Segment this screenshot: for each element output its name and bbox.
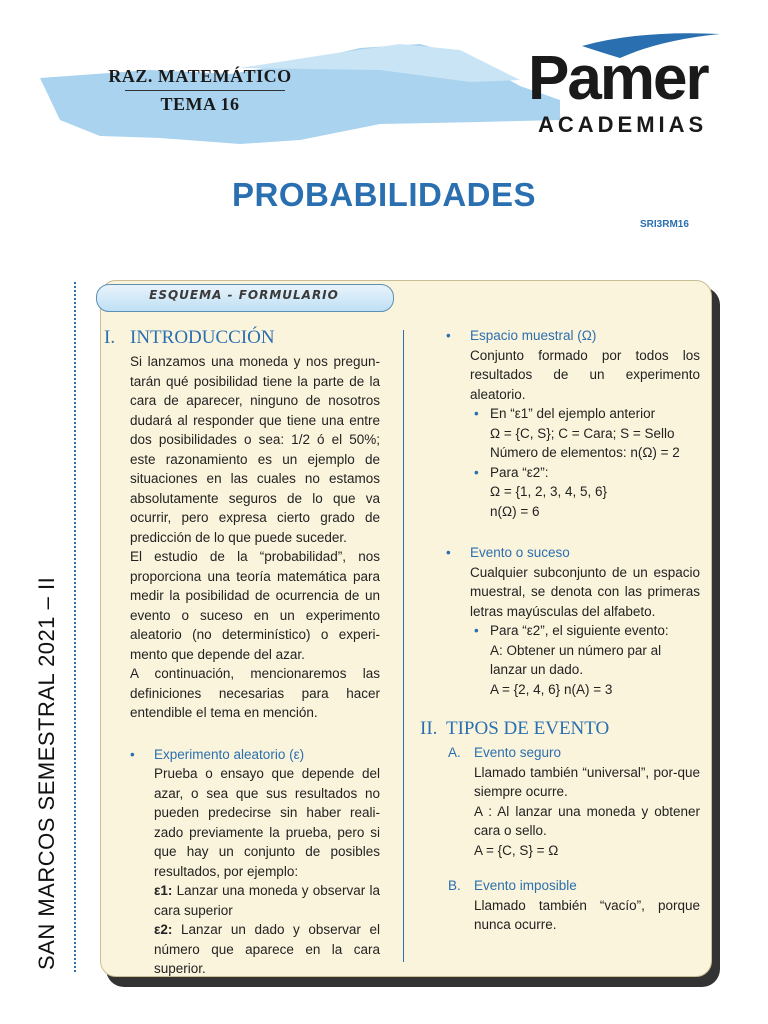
event-example: • Para “ε2”, el siguiente evento: [474,621,700,641]
sample-space-count-2: n(Ω) = 6 [490,503,540,519]
sample-space-example-1: • En “ε1” del ejemplo anterior [474,404,700,424]
section-heading-types [420,717,700,741]
experiment-definition: Prueba o ensayo que depende del azar, o sea que sus resultados no pueden predecirse sin haber reali-zado previamente la prueba, pero si que hay un conjunto de posibles resultados, por ejemplo: [154,766,380,879]
sample-space-count-1: Número de elementos: n(Ω) = 2 [490,445,680,460]
section-title: TIPOS DE EVENTO [446,718,610,739]
sure-event-definition: Llamado también “universal”, por-que siempre ocurre. [474,764,700,799]
item-letter: B. [448,878,461,893]
example-text: Lanzar un dado y observar el número que aparece en la cara superior. [154,922,380,976]
section-number: I. [104,327,116,348]
section-title: INTRODUCCIÓN [130,327,275,348]
item-letter: A. [448,745,461,760]
page-title: PROBABILIDADES [231,176,537,213]
header-rule [125,90,285,91]
item-title: Evento imposible [474,878,577,893]
example-symbol: ε1: [154,883,173,898]
sample-space-set-1: Ω = {C, S}; C = Cara; S = Sello [490,425,675,441]
logo-wordmark: Pamer [528,44,708,113]
event-example-set: A = {2, 4, 6} n(A) = 3 [490,681,613,697]
topic-label: TEMA 16 [160,94,240,114]
column-divider [403,330,404,962]
impossible-event-heading [420,876,700,896]
experiment-example-2 [154,920,380,979]
item-title: Evento seguro [474,745,562,760]
sure-event-set: A = {C, S} = Ω [474,842,559,858]
example-text: Lanzar una moneda y observar la cara superior [154,883,380,918]
sample-space-definition: Conjunto formado por todos los resultados de un experimento aleatorio. [470,347,700,402]
document-code: SRI3RM16 [640,219,689,230]
sample-space-heading: • Espacio muestral (Ω) [420,326,700,346]
event-heading: • Evento o suceso [420,543,700,563]
sure-event-heading [420,743,700,763]
right-column [420,326,700,935]
example-symbol: ε2: [154,922,173,937]
sample-space-example-2: • Para “ε2”: [474,463,700,483]
side-dotted-line [74,282,76,972]
sure-event-example: A : Al lanzar una moneda y obtener cara o sello. [474,803,700,838]
intro-paragraph-1: Si lanzamos una moneda y nos pregun-tarán qué posibilidad tiene la parte de la cara de aparecer, ninguno de nosotros dudará al responder que tiene una entre dos posibilidades o sea: 1/2 ó el 50%; este razonamiento es un ejemplo de situaciones en las cuales no estamos absolutamente seguros de lo que va ocurrir, pero expresa cierto grado de predicción de lo que puede suceder. [130,354,380,545]
section-heading-intro [104,326,380,350]
section-tab-label: ESQUEMA - FORMULARIO [149,288,339,302]
side-course-label: SAN MARCOS SEMESTRAL 2021 – II [34,576,59,970]
intro-paragraph-3: A continuación, mencionaremos las definiciones necesarias para hacer entendible el tema en mención. [130,666,380,720]
left-column [104,326,380,979]
intro-paragraph-2: El estudio de la “probabilidad”, nos proporciona una teoría matemática para medir la posibilidad de ocurrencia de un evento o suceso en un experimento aleatorio (no determinístico) o experi-mento que depende del azar. [130,549,380,662]
sample-space-set-2: Ω = {1, 2, 3, 4, 5, 6} [490,484,608,499]
impossible-event-definition: Llamado también “vacío”, porque nunca ocurre. [474,897,700,932]
subject-label: RAZ. MATEMÁTICO [108,66,292,86]
section-number: II. [420,718,438,739]
experiment-example-1 [154,881,380,920]
experiment-heading: • Experimento aleatorio (ε) [104,745,380,765]
logo-subtitle: ACADEMIAS [538,112,708,137]
event-example-description: A: Obtener un número par al lanzar un dado. [490,642,662,677]
event-definition: Cualquier subconjunto de un espacio muestral, se denota con las primeras letras mayúsculas del alfabeto. [470,564,700,619]
